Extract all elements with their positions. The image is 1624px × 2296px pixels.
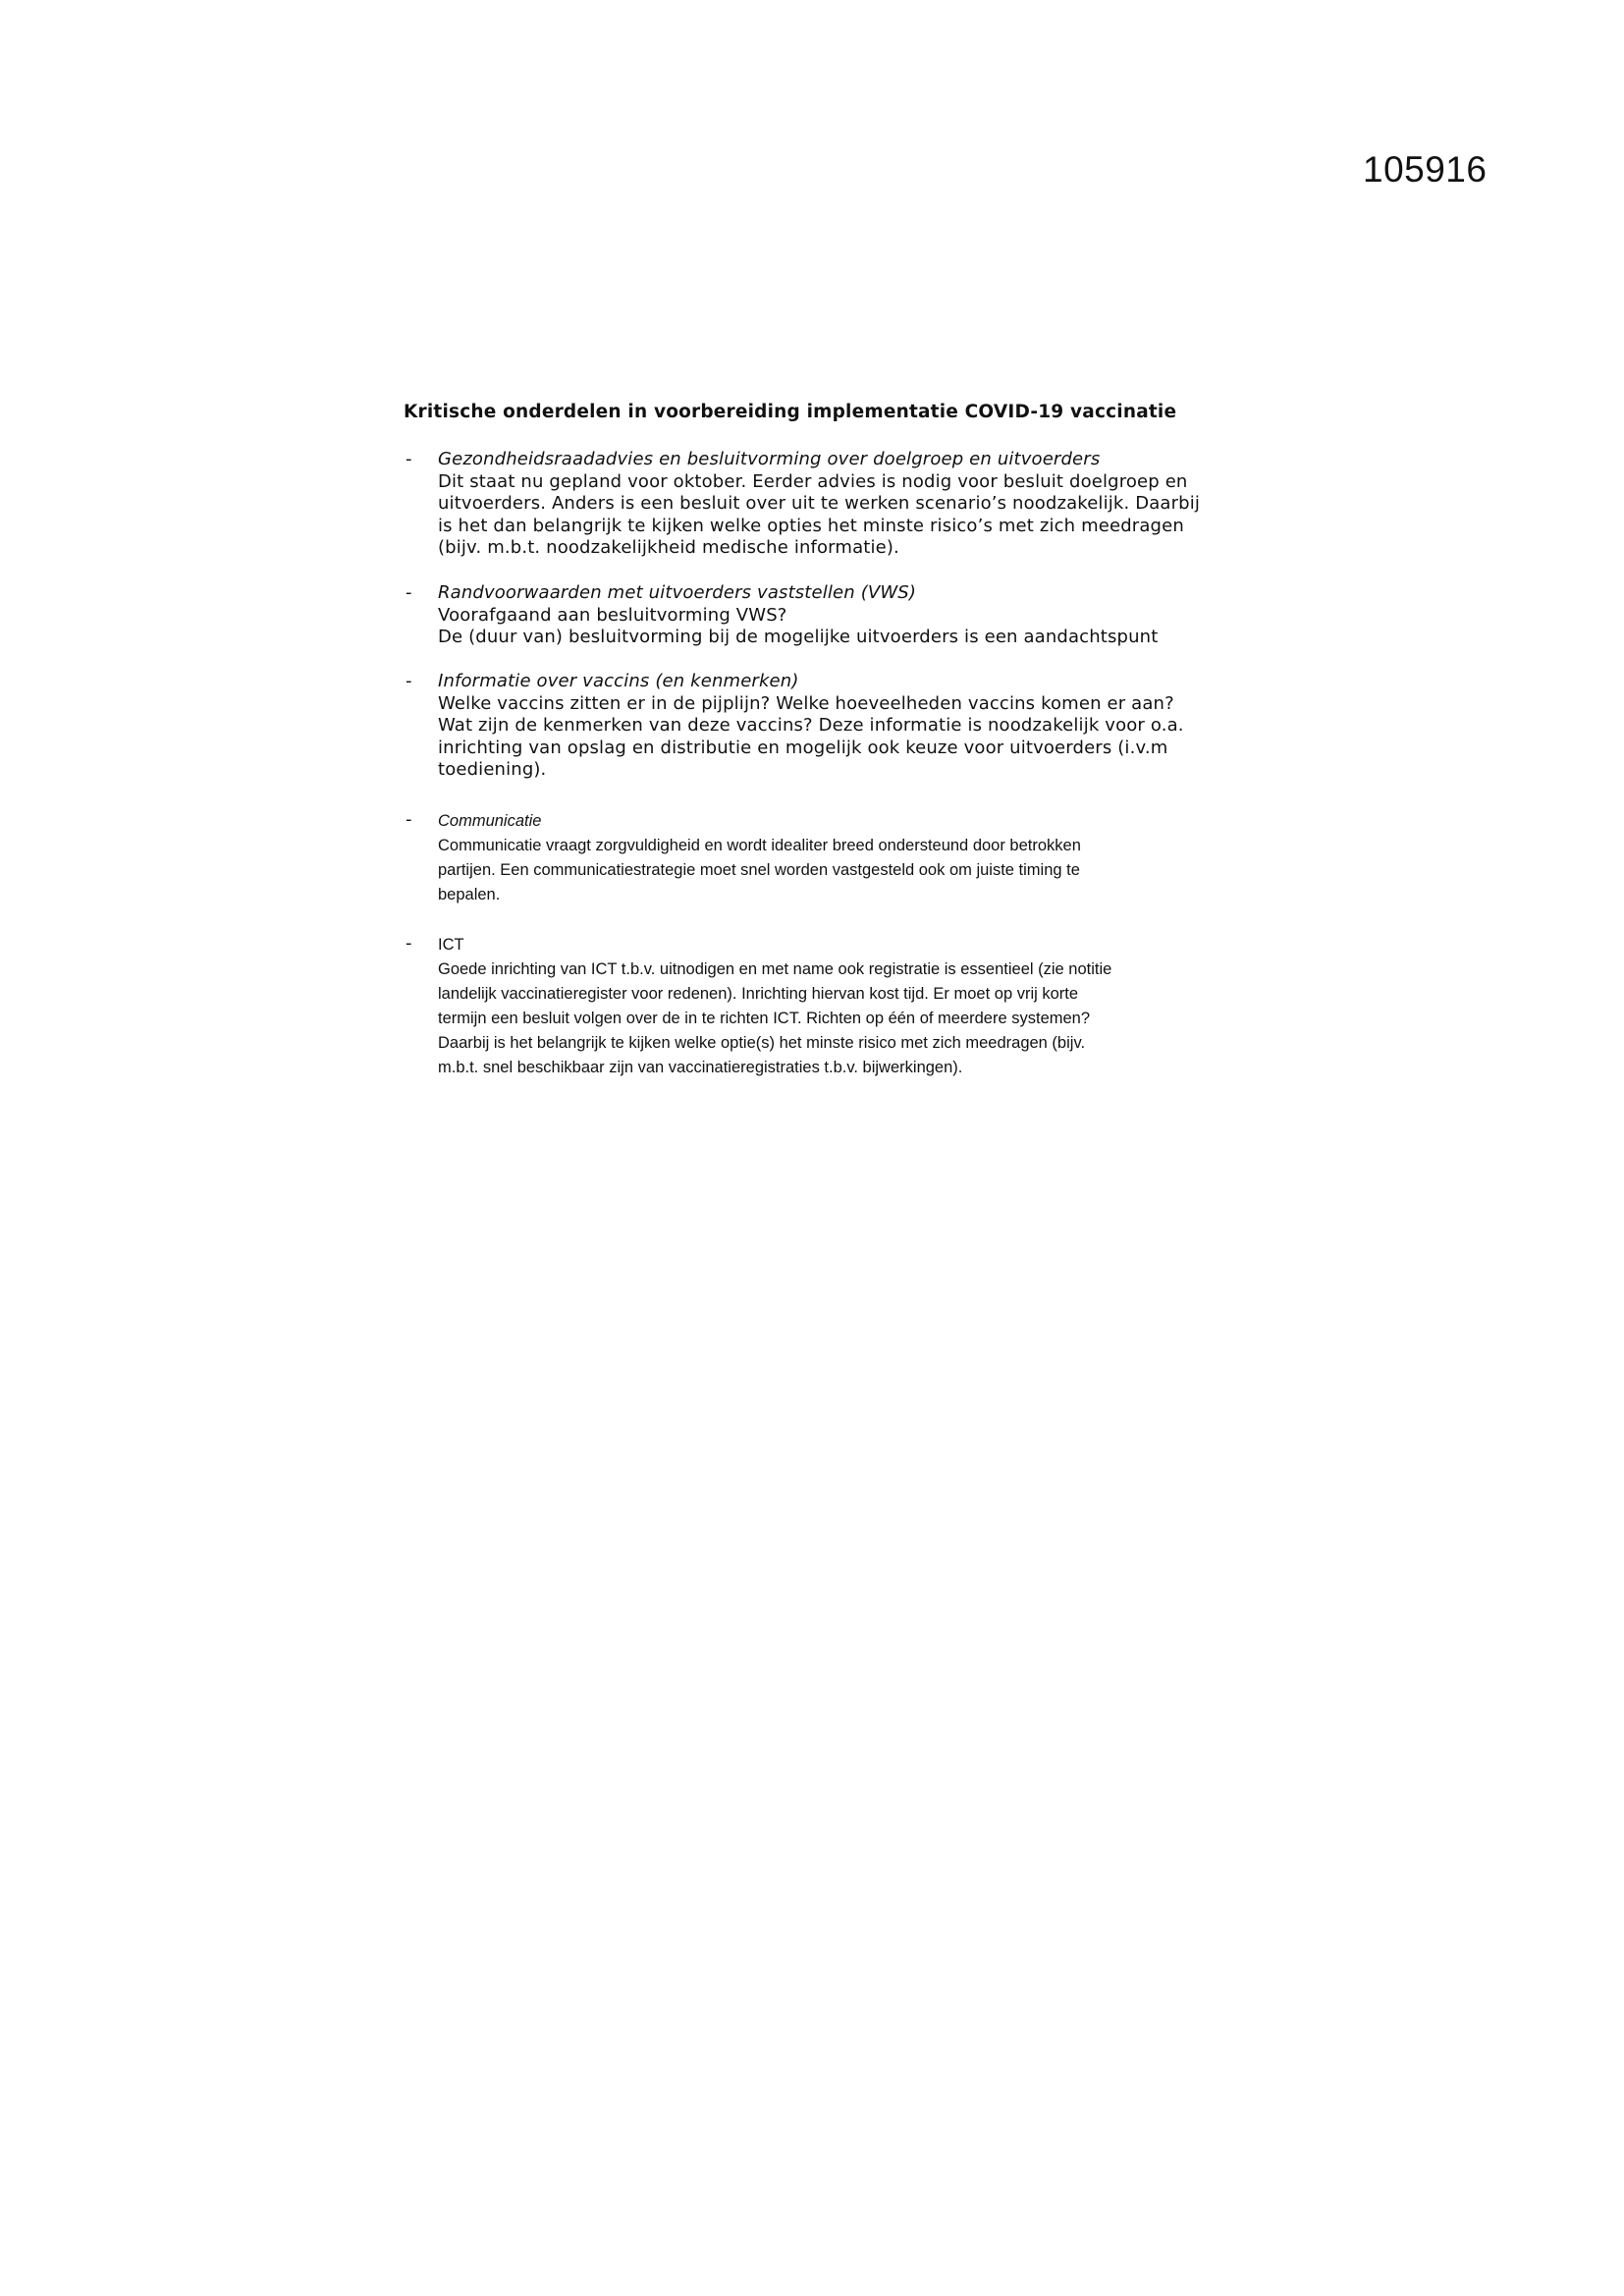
item-text-line: inrichting van opslag en distributie en mogelijk ook keuze voor uitvoerders (i.v.m — [438, 737, 1168, 758]
item-text-line: is het dan belangrijk te kijken welke opties het minste risico’s met zich meedragen — [438, 515, 1184, 536]
item-text-line: Goede inrichting van ICT t.b.v. uitnodigen en met name ook registratie is essentieel (zie notitie — [438, 960, 1112, 978]
list-item-randvoorwaarden — [404, 582, 1248, 649]
item-text-line: Dit staat nu gepland voor oktober. Eerder advies is nodig voor besluit doelgroep en — [438, 470, 1188, 492]
item-text-line: (bijv. m.b.t. noodzakelijkheid medische informatie). — [438, 537, 899, 558]
bullet-dash: - — [406, 809, 412, 830]
item-text-line: toediening). — [438, 759, 547, 780]
item-heading: Gezondheidsraadadvies en besluitvorming over doelgroep en uitvoerders — [438, 449, 1101, 469]
item-heading: Communicatie — [438, 812, 542, 830]
item-text-line: bepalen. — [438, 886, 501, 903]
bullet-dash: - — [406, 449, 412, 469]
item-text-line: partijen. Een communicatiestrategie moet snel worden vastgesteld ook om juiste timing te — [438, 861, 1080, 879]
list-item-informatie-vaccins — [404, 671, 1248, 782]
item-text-line: Welke vaccins zitten er in de pijplijn? Welke hoeveelheden vaccins komen er aan? — [438, 692, 1174, 714]
item-text-line: landelijk vaccinatieregister voor redenen). Inrichting hiervan kost tijd. Er moet op vrij korte — [438, 985, 1079, 1003]
item-heading: ICT — [438, 936, 464, 954]
document-number: 105916 — [1363, 149, 1488, 190]
item-text-line: De (duur van) besluitvorming bij de mogelijke uitvoerders is een aandachtspunt — [438, 627, 1159, 647]
item-heading: Randvoorwaarden met uitvoerders vaststellen (VWS) — [438, 582, 917, 603]
list-item-ict — [404, 933, 1248, 1080]
item-text-line: m.b.t. snel beschikbaar zijn van vaccinatieregistraties t.b.v. bijwerkingen). — [438, 1059, 963, 1076]
bullet-dash: - — [406, 933, 412, 954]
list-item-gezondheidsraadadvies — [404, 449, 1248, 560]
item-text-line: Communicatie vraagt zorgvuldigheid en wordt idealiter breed ondersteund door betrokken — [438, 837, 1081, 854]
item-text-line: Daarbij is het belangrijk te kijken welke optie(s) het minste risico met zich meedragen (bijv. — [438, 1034, 1086, 1052]
item-text-line: termijn een besluit volgen over de in te richten ICT. Richten op één of meerdere systemen? — [438, 1010, 1091, 1027]
bullet-dash: - — [406, 582, 412, 603]
item-text-line: Wat zijn de kenmerken van deze vaccins? Deze informatie is noodzakelijk voor o.a. — [438, 715, 1184, 736]
item-text-line: uitvoerders. Anders is een besluit over uit te werken scenario’s noodzakelijk. Daarbij — [438, 493, 1201, 514]
item-text-line: Voorafgaand aan besluitvorming VWS? — [438, 604, 787, 626]
document-title: Kritische onderdelen in voorbereiding implementatie COVID-19 vaccinatie — [404, 402, 1177, 422]
item-heading: Informatie over vaccins (en kenmerken) — [438, 671, 799, 691]
bullet-dash: - — [406, 671, 412, 691]
list-item-communicatie — [404, 809, 1248, 907]
